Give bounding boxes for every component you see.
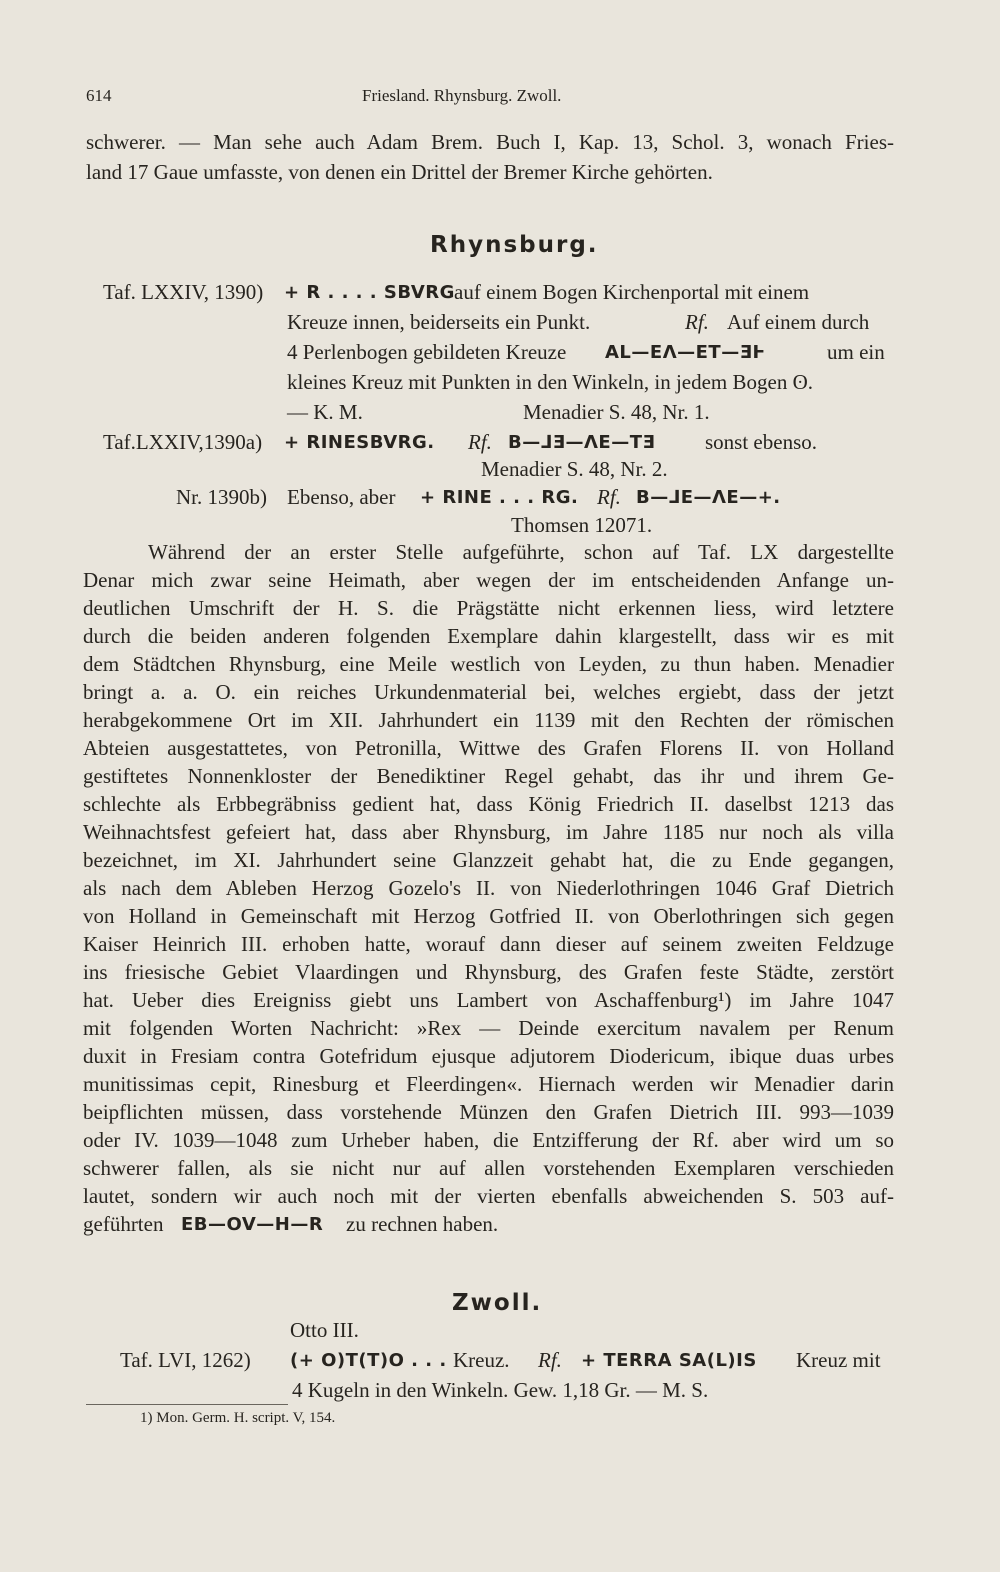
entry-1-line-2-a: Kreuze innen, beiderseits ein Punkt. — [287, 310, 591, 334]
running-title: Friesland. Rhynsburg. Zwoll. — [362, 86, 562, 105]
zwoll-line-2: 4 Kugeln in den Winkeln. Gew. 1,18 Gr. — M. S. — [292, 1378, 709, 1402]
zwoll-line-1-b: Kreuz mit — [796, 1348, 881, 1372]
paragraph-line: mit folgenden Worten Nachricht: »Rex — Deinde exercitum navalem per Renum — [83, 1016, 894, 1040]
entry-2-legend: + RINESBVRG. — [284, 432, 435, 453]
paragraph-line: bezeichnet, im XI. Jahrhundert seine Glanzzeit gehabt hat, die zu Ende gegangen, — [83, 848, 894, 872]
entry-1-reverse-legend: AL—EΛ—ET—ƎⱵ — [605, 342, 766, 363]
entry-2-citation: Menadier S. 48, Nr. 2. — [481, 457, 668, 481]
paragraph-last-line-legend: EB—OV—H—R — [181, 1214, 324, 1235]
intro-line-2: land 17 Gaue umfasste, von denen ein Drittel der Bremer Kirche gehörten. — [86, 160, 713, 184]
entry-3-citation: Thomsen 12071. — [511, 513, 653, 537]
entry-3-reverse-label: Rf. — [597, 485, 621, 509]
entry-3-ref: Nr. 1390b) — [176, 485, 267, 509]
paragraph-line: oder IV. 1039—1048 zum Urheber haben, die Entzifferung der Rf. aber wird um so — [83, 1128, 894, 1152]
paragraph-line: Denar mich zwar seine Heimath, aber wegen der im entscheidenden Anfange un- — [83, 568, 894, 592]
entry-3-text: Ebenso, aber — [287, 485, 396, 509]
paragraph-line: Während der an erster Stelle aufgeführte, schon auf Taf. LX dargestellte — [148, 540, 894, 564]
entry-1-line-3-b: um ein — [827, 340, 885, 364]
paragraph-last-line-b: zu rechnen haben. — [346, 1212, 499, 1236]
paragraph-line: duxit in Fresiam contra Gotefridum ejusque adjutorem Diodericum, ibique duas urbes — [83, 1044, 894, 1068]
paragraph-line: schlechte als Erbbegräbniss gedient hat, dass König Friedrich II. daselbst 1213 das — [83, 792, 894, 816]
zwoll-ruler: Otto III. — [290, 1318, 359, 1342]
entry-3-legend: + RINE . . . RG. — [420, 487, 579, 508]
entry-1-line-5-a: — K. M. — [287, 400, 363, 424]
zwoll-legend: (+ O)T(T)O . . . — [290, 1350, 447, 1371]
paragraph-line: von Holland in Gemeinschaft mit Herzog Gotfried II. von Oberlothringen sich gegen — [83, 904, 894, 928]
entry-3-reverse-legend: B—⅃E—ΛE—+. — [636, 487, 781, 508]
paragraph-line: hat. Ueber dies Ereigniss giebt uns Lambert von Aschaffenburg¹) im Jahre 1047 — [83, 988, 894, 1012]
entry-1-line-2-b: Auf einem durch — [727, 310, 870, 334]
paragraph-line: Abteien ausgestattetes, von Petronilla, Wittwe des Grafen Florens II. von Holland — [83, 736, 894, 760]
paragraph-line: ins friesische Gebiet Vlaardingen und Rhynsburg, des Grafen feste Städte, zerstört — [83, 960, 894, 984]
entry-2-reverse-label: Rf. — [468, 430, 492, 454]
paragraph-last-line-a: geführten — [83, 1212, 164, 1236]
paragraph-line: Kaiser Heinrich III. erhoben hatte, worauf dann dieser auf seinem zweiten Feldzuge — [83, 932, 894, 956]
paragraph-line: schwerer fallen, als sie nicht nur auf allen vorstehenden Exemplaren verschieden — [83, 1156, 894, 1180]
page-number: 614 — [86, 86, 112, 105]
footnote-rule — [86, 1404, 288, 1405]
zwoll-reverse-label: Rf. — [538, 1348, 562, 1372]
paragraph-line: gestiftetes Nonnenkloster der Benediktiner Regel gehabt, das ihr und ihrem Ge- — [83, 764, 894, 788]
paragraph-line: Weihnachtsfest gefeiert hat, dass aber Rhynsburg, im Jahre 1185 nur noch als villa — [83, 820, 894, 844]
intro-line-1: schwerer. — Man sehe auch Adam Brem. Buch I, Kap. 13, Schol. 3, wonach Fries- — [86, 130, 894, 154]
entry-1-line-3-a: 4 Perlenbogen gebildeten Kreuze — [287, 340, 567, 364]
paragraph-line: deutlichen Umschrift der H. S. die Prägstätte nicht erkennen liess, wird letztere — [83, 596, 894, 620]
paragraph-line: munitissimas cepit, Rinesburg et Fleerdingen«. Hiernach werden wir Menadier darin — [83, 1072, 894, 1096]
paragraph-line: lautet, sondern wir auch noch mit der vierten ebenfalls abweichenden S. 503 auf- — [83, 1184, 894, 1208]
zwoll-reverse-legend: + TERRA SA(L)IS — [581, 1350, 757, 1371]
footnote: 1) Mon. Germ. H. script. V, 154. — [140, 1410, 336, 1426]
entry-2-text: sonst ebenso. — [705, 430, 817, 454]
entry-1-legend: + R . . . . SBVRG — [284, 282, 455, 303]
entry-2-reverse-legend: B—⅃Ǝ—ΛE—TƎ — [508, 432, 656, 453]
zwoll-line-1-a: Kreuz. — [453, 1348, 510, 1372]
entry-1-citation: Menadier S. 48, Nr. 1. — [523, 400, 710, 424]
entry-1-reverse-label: Rf. — [685, 310, 709, 334]
entry-1-line-4: kleines Kreuz mit Punkten in den Winkeln, in jedem Bogen ʘ. — [287, 370, 814, 394]
paragraph-line: herabgekommene Ort im XII. Jahrhundert ein 1139 mit den Rechten der römischen — [83, 708, 894, 732]
paragraph-line: dem Städtchen Rhynsburg, eine Meile westlich von Leyden, zu thun haben. Menadier — [83, 652, 894, 676]
section-heading-rhynsburg: Rhynsburg. — [430, 232, 599, 258]
paragraph-line: als nach dem Ableben Herzog Gozelo's II. von Niederlothringen 1046 Graf Dietrich — [83, 876, 894, 900]
section-heading-zwoll: Zwoll. — [452, 1290, 543, 1316]
entry-1-line-1-text: auf einem Bogen Kirchenportal mit einem — [454, 280, 810, 304]
zwoll-plate-ref: Taf. LVI, 1262) — [120, 1348, 251, 1372]
entry-1-plate-ref: Taf. LXXIV, 1390) — [103, 280, 264, 304]
paragraph-line: beipflichten müssen, dass vorstehende Münzen den Grafen Dietrich III. 993—1039 — [83, 1100, 894, 1124]
paragraph-line: bringt a. a. O. ein reiches Urkundenmaterial bei, welches ergiebt, dass der jetzt — [83, 680, 894, 704]
paragraph-line: durch die beiden anderen folgenden Exemplare dahin klargestellt, dass wir es mit — [83, 624, 894, 648]
entry-2-plate-ref: Taf.LXXIV,1390a) — [103, 430, 263, 454]
